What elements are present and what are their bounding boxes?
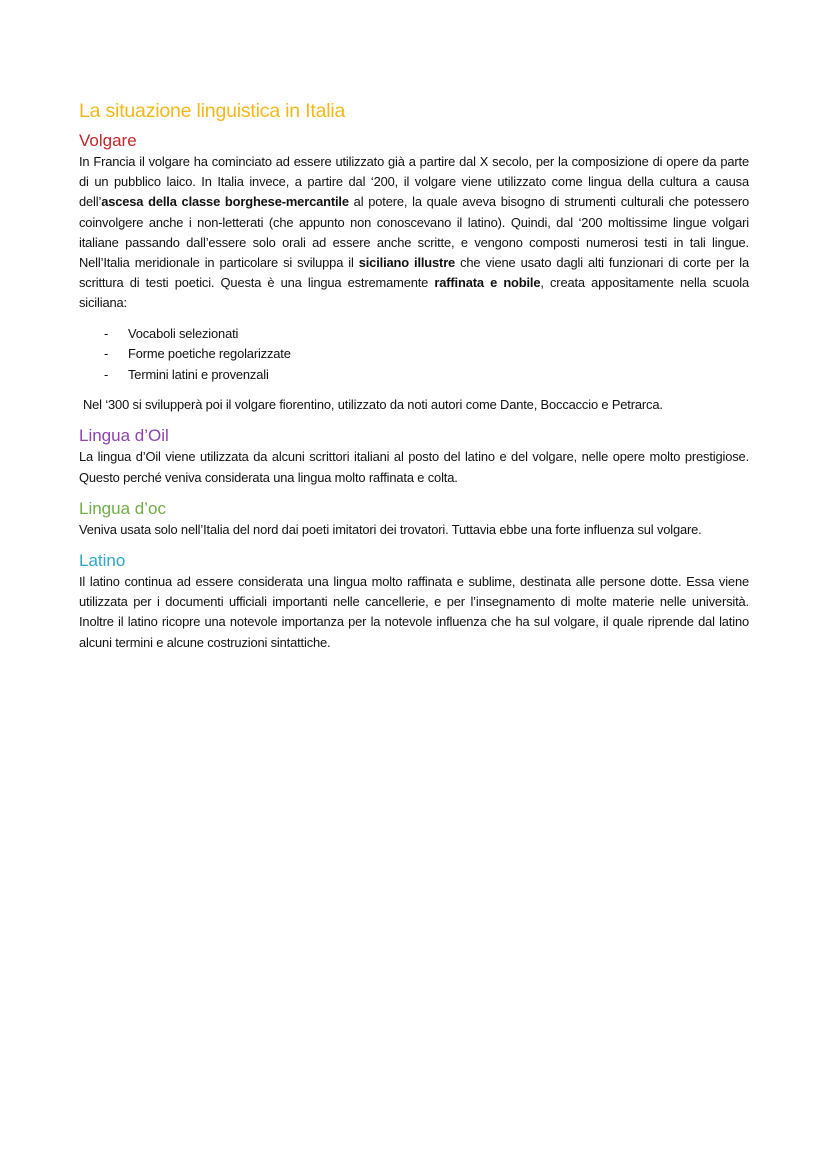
bold-ascesa: ascesa della classe borghese-mercantile	[101, 194, 349, 210]
bold-raffinata: raffinata e nobile	[434, 275, 541, 291]
heading-oil: Lingua d’Oil	[79, 426, 169, 446]
heading-latino: Latino	[79, 550, 126, 570]
list-item: - Forme poetiche regolarizzate	[104, 346, 291, 362]
section-volgare	[79, 130, 749, 415]
heading-oc: Lingua d’oc	[79, 498, 166, 518]
volgare-fiorentino-paragraph: Nel ‘300 si svilupperà poi il volgare fiorentino, utilizzato da noti autori come Dante, Boccaccio e Petrarca.	[83, 397, 663, 413]
list-item: - Termini latini e provenzali	[104, 366, 269, 382]
page-title: La situazione linguistica in Italia	[79, 100, 346, 122]
bold-siciliano: siciliano illustre	[358, 255, 456, 271]
section-latino	[79, 550, 749, 653]
document-page	[79, 98, 749, 653]
features-list	[79, 324, 749, 386]
latino-paragraph: Il latino continua ad essere considerata una lingua molto raffinata e sublime, destinata alle persone dotte. Essa viene utilizzata per i documenti ufficiali importanti nelle cancellerie, e per l’insegnamento di molte materie nelle università. Inoltre il latino ricopre una notevole importanza per la notevole influenza che ha sul volgare, il quale riprende dal latino alcuni termini e alcune costruzioni sintattiche.	[79, 573, 749, 650]
section-oil	[79, 425, 749, 487]
oil-paragraph: La lingua d’Oil viene utilizzata da alcuni scrittori italiani al posto del latino e del volgare, nelle opere molto prestigiose. Questo perché veniva considerata una lingua molto raffinata e colta.	[79, 449, 749, 485]
list-item: - Vocaboli selezionati	[104, 325, 239, 341]
volgare-paragraph: In Francia il volgare ha cominciato ad essere utilizzato già a partire dal X secolo, per la composizione di opere da parte di un pubblico laico. In Italia invece, a partire dal ‘200, il volgare viene utilizzato come lingua della cultura a causa dell’ascesa della classe borghese-mercantile al potere, la quale aveva bisogno di strumenti culturali che potessero coinvolgere anche i non-letterati (che appunto non conoscevano il latino). Quindi, dal ‘200 moltissime lingue volgari italiane passando dall’essere solo orali ad essere anche scritte, e vengono composti numerosi testi in tali lingue. Nell’Italia meridionale in particolare si sviluppa il siciliano illustre che viene usato dagli alti funzionari di corte per la scrittura di testi poetici. Questa è una lingua estremamente raffinata e nobile, creata appositamente nella scuola siciliana:	[79, 154, 749, 311]
section-oc	[79, 498, 749, 540]
heading-volgare: Volgare	[79, 131, 137, 150]
oc-paragraph: Veniva usata solo nell’Italia del nord dai poeti imitatori dei trovatori. Tuttavia ebbe una forte influenza sul volgare.	[79, 521, 702, 537]
